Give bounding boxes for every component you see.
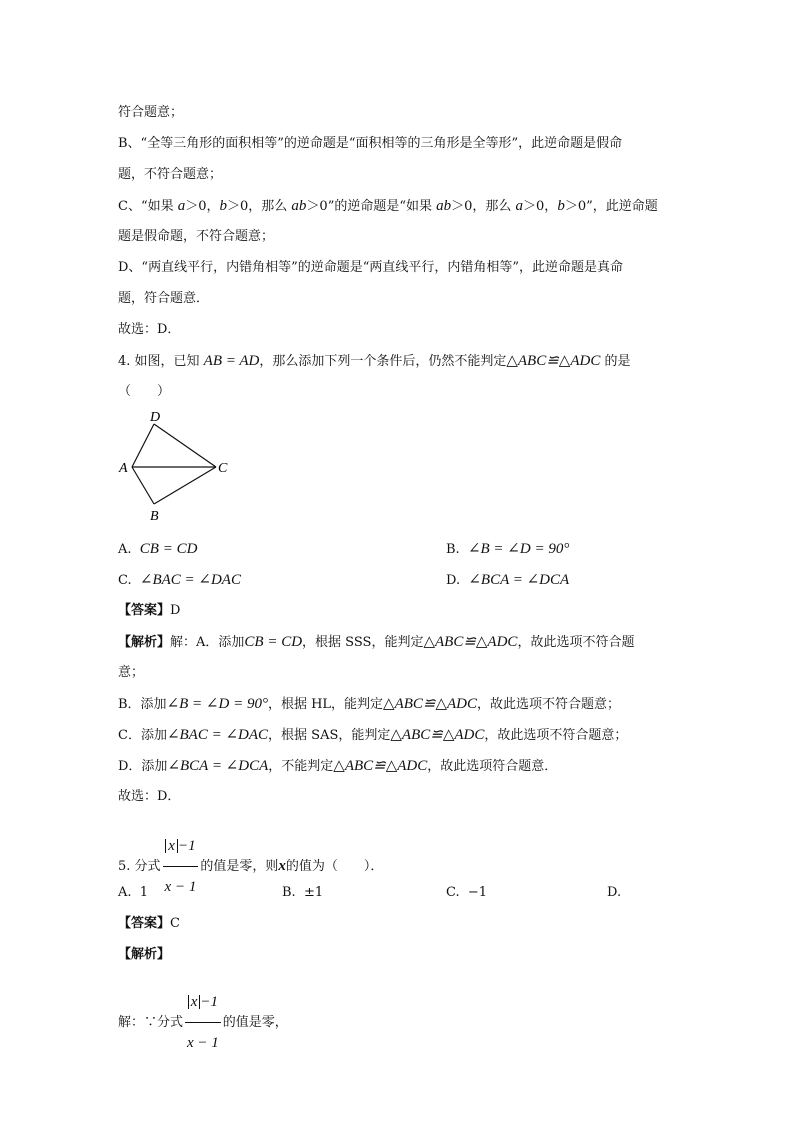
variable: ab <box>436 198 452 214</box>
question-4-stem <box>118 352 630 371</box>
variable: a <box>177 198 186 214</box>
text-segment: 的值是零， <box>222 1015 288 1030</box>
text-segment: C．添加 <box>118 728 167 743</box>
math-expression: AB = AD <box>203 353 260 369</box>
answer-value: C <box>170 916 180 931</box>
option-label: D. <box>607 885 622 900</box>
analysis-tag: 【解析】 <box>118 635 171 650</box>
label-B: B <box>150 509 159 524</box>
option-d <box>446 571 569 590</box>
math-expression: △ABC≌△ADC <box>333 758 428 774</box>
text-segment: 的值是零，则 <box>200 859 279 874</box>
analysis-line-b <box>118 695 620 714</box>
option-text: −1 <box>467 885 488 900</box>
answer-tag: 【答案】 <box>118 603 171 618</box>
label-D: D <box>150 410 161 425</box>
segment-AB <box>132 467 154 504</box>
answer-tag: 【答案】 <box>118 916 171 931</box>
variable: ab <box>291 198 307 214</box>
q5-option-b <box>282 884 323 902</box>
label-C: C <box>218 461 228 476</box>
analysis-line-d <box>118 757 557 776</box>
analysis-line <box>118 946 170 964</box>
text-segment: ，那么添加下列一个条件后，仍然不能判定 <box>259 354 507 369</box>
text-segment: B．添加 <box>118 697 167 712</box>
text-segment: ，不能判定 <box>268 759 334 774</box>
solution-line <box>118 982 288 1063</box>
math-expression: △ABC≌△ADC <box>506 353 601 369</box>
text-segment: ，故此选项不符合题意； <box>477 697 621 712</box>
option-label: C. <box>118 573 132 588</box>
text-line: 题，不符合题意； <box>118 167 223 182</box>
label-A: A <box>119 461 128 476</box>
fraction-denominator: x − 1 <box>164 879 197 895</box>
fraction <box>163 826 199 907</box>
math-expression: △ABC≌△ADC <box>383 696 478 712</box>
option-label: B. <box>282 885 296 900</box>
text-line: 意； <box>118 665 145 680</box>
text-line <box>118 197 658 216</box>
text-segment: C、“如果 <box>118 199 178 214</box>
text-segment: ，故此选项不符合题 <box>517 635 635 650</box>
text-segment: ＞0”的逆命题是“如果 <box>306 199 437 214</box>
text-segment: 5. 分式 <box>118 859 161 874</box>
text-segment: ＞0，那么 <box>451 199 516 214</box>
quadrilateral-figure <box>112 410 242 525</box>
text-segment: ，故此选项不符合题意； <box>484 728 628 743</box>
text-line: 题，符合题意． <box>118 291 210 306</box>
variable: x <box>278 858 286 874</box>
text-segment: D．添加 <box>118 759 168 774</box>
text-line: 故选：D． <box>118 322 181 337</box>
text-segment: ＞0，那么 <box>227 199 292 214</box>
analysis-tag: 【解析】 <box>118 947 171 962</box>
text-segment: 的值为（ ）． <box>285 859 384 874</box>
analysis-line-c <box>118 726 627 745</box>
fraction-numerator-rest: −1 <box>200 994 219 1010</box>
text-segment: ，根据 SSS，能判定 <box>302 635 424 650</box>
text-segment: ，根据 SAS，能判定 <box>268 728 391 743</box>
option-text: CB = CD <box>139 541 198 557</box>
text-segment: 4. 如图，已知 <box>118 354 204 369</box>
option-text: ∠B = ∠D = 90° <box>467 541 570 557</box>
math-expression: ∠BAC = ∠DAC <box>166 727 269 743</box>
option-a <box>118 540 197 559</box>
option-label: A. <box>118 885 132 900</box>
analysis-line <box>118 633 634 652</box>
math-expression: △ABC≌△ADC <box>423 634 518 650</box>
answer-line <box>118 915 180 933</box>
text-segment: ＞0， <box>185 199 220 214</box>
q5-option-d <box>607 884 629 902</box>
option-c <box>118 571 241 590</box>
option-label: C. <box>446 885 460 900</box>
text-segment: 解：A．添加 <box>170 635 245 650</box>
option-text: ∠BAC = ∠DAC <box>139 572 241 588</box>
text-segment: ＞0， <box>523 199 558 214</box>
text-segment: 解：∵分式 <box>118 1015 184 1030</box>
math-expression: ∠BCA = ∠DCA <box>167 758 269 774</box>
variable: b <box>219 198 228 214</box>
fraction-numerator-rest: −1 <box>177 838 196 854</box>
text-segment: ，故此选项符合题意． <box>427 759 558 774</box>
abs-value: x <box>165 839 178 853</box>
math-expression: △ABC≌△ADC <box>390 727 485 743</box>
text-line: B、“全等三角形的面积相等”的逆命题是“面积相等的三角形是全等形”，此逆命题是假命 <box>118 136 623 151</box>
option-text: ±1 <box>303 885 324 900</box>
text-line: 题是假命题，不符合题意； <box>118 229 275 244</box>
text-line: 故选：D． <box>118 789 181 804</box>
q5-option-a <box>118 884 148 902</box>
math-expression: ∠B = ∠D = 90° <box>166 696 268 712</box>
text-segment: ，根据 HL，能判定 <box>267 697 384 712</box>
option-text: 1 <box>139 885 149 900</box>
q5-option-c <box>446 884 487 902</box>
segment-DC <box>154 424 216 467</box>
text-line: 符合题意； <box>118 105 184 120</box>
segment-BC <box>154 467 216 504</box>
text-segment: 的是 <box>600 354 631 369</box>
segment-AD <box>132 424 154 467</box>
math-expression: CB = CD <box>244 634 303 650</box>
option-label: A. <box>118 542 132 557</box>
variable: b <box>557 198 565 214</box>
option-label: D. <box>446 573 461 588</box>
fraction <box>185 982 221 1063</box>
text-line: D、“两直线平行，内错角相等”的逆命题是“两直线平行，内错角相等”，此逆命题是真命 <box>118 260 624 275</box>
answer-value: D <box>170 603 181 618</box>
question-4-paren: （ ） <box>118 384 171 399</box>
question-5-stem <box>118 826 383 907</box>
text-segment: ＞0”，此逆命题 <box>564 199 658 214</box>
option-label: B. <box>446 542 460 557</box>
abs-value: x <box>188 995 201 1009</box>
answer-line <box>118 602 180 620</box>
option-text: ∠BCA = ∠DCA <box>468 572 570 588</box>
option-b <box>446 540 569 559</box>
fraction-denominator: x − 1 <box>187 1035 219 1051</box>
variable: a <box>515 198 524 214</box>
